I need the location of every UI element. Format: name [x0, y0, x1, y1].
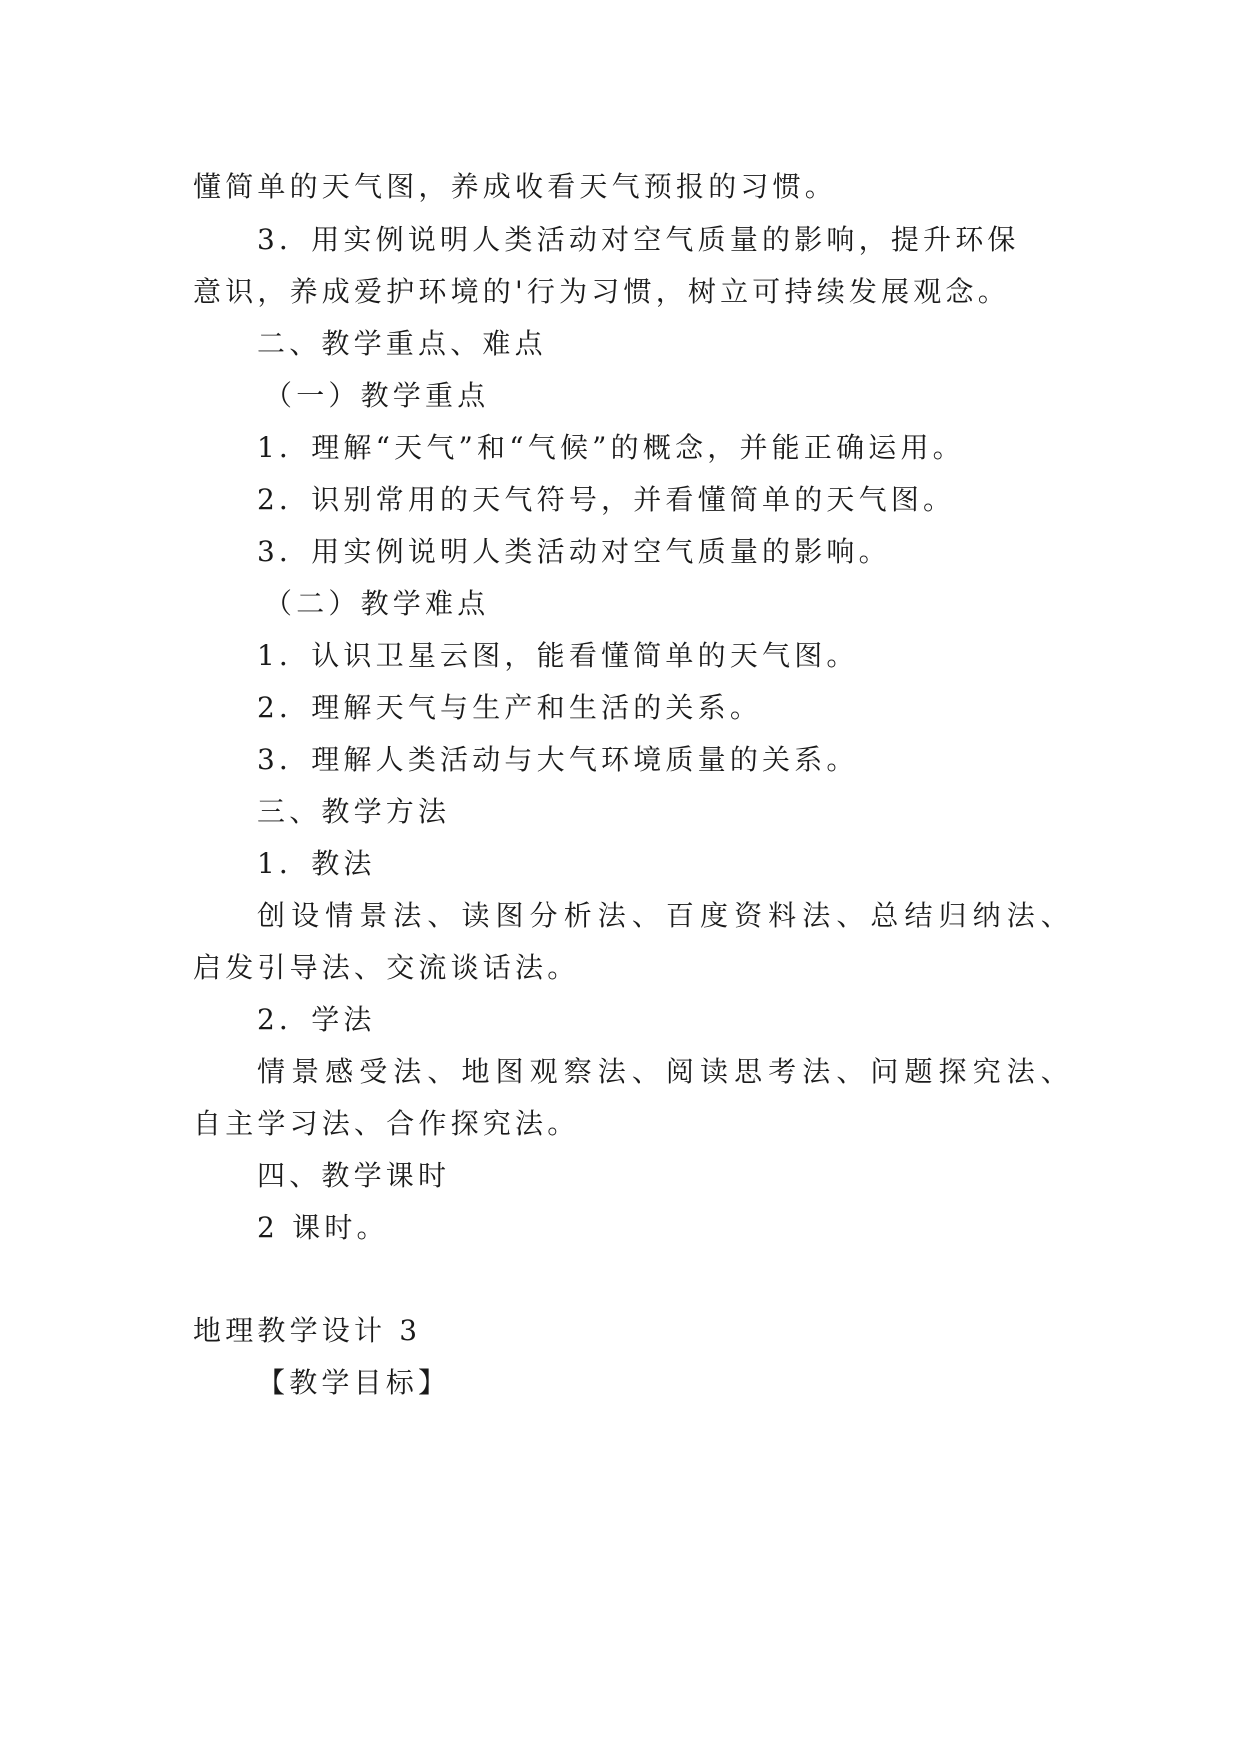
subsection-heading: （二）教学难点	[264, 587, 490, 620]
paragraph-line: 懂简单的天气图，养成收看天气预报的习惯。	[193, 170, 838, 203]
paragraph-line: 创设情景法、读图分析法、百度资料法、总结归纳法、	[257, 899, 1073, 932]
section-heading: 四、教学课时	[257, 1159, 451, 1192]
list-item: 3．理解人类活动与大气环境质量的关系。	[257, 743, 859, 776]
subsection-heading: 2．学法	[257, 1003, 376, 1036]
subsection-heading: 1．教法	[257, 847, 376, 880]
list-item: 1．认识卫星云图，能看懂简单的天气图。	[257, 639, 859, 672]
paragraph-line: 意识，养成爱护环境的'行为习惯，树立可持续发展观念。	[193, 275, 1010, 308]
section-heading: 三、教学方法	[257, 795, 451, 828]
list-item: 1．理解“天气”和“气候”的概念，并能正确运用。	[257, 431, 965, 464]
section-heading: 【教学目标】	[257, 1366, 451, 1399]
paragraph-line: 3．用实例说明人类活动对空气质量的影响，提升环保	[257, 223, 1020, 256]
paragraph-line: 自主学习法、合作探究法。	[193, 1107, 580, 1140]
list-item: 3．用实例说明人类活动对空气质量的影响。	[257, 535, 891, 568]
subsection-heading: （一）教学重点	[264, 379, 490, 412]
paragraph-line: 2 课时。	[257, 1211, 389, 1244]
list-item: 2．理解天气与生产和生活的关系。	[257, 691, 763, 724]
paragraph-line: 启发引导法、交流谈话法。	[193, 951, 580, 984]
section-heading: 二、教学重点、难点	[257, 327, 547, 360]
paragraph-line: 情景感受法、地图观察法、阅读思考法、问题探究法、	[257, 1055, 1073, 1088]
document-title: 地理教学设计 3	[193, 1314, 422, 1347]
list-item: 2．识别常用的天气符号，并看懂简单的天气图。	[257, 483, 956, 516]
